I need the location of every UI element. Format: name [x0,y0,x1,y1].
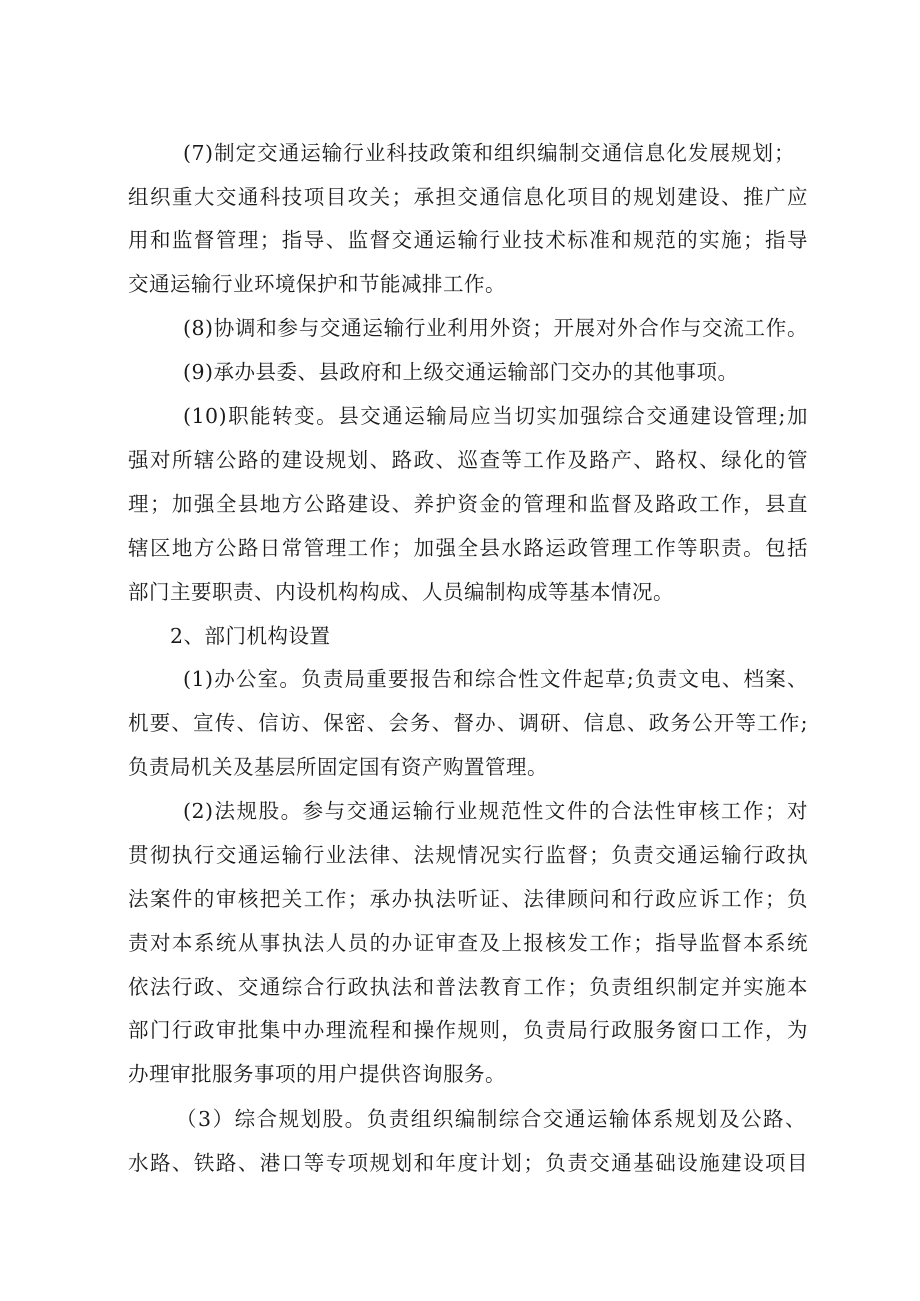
text-line: 用和监督管理；指导、监督交通运输行业技术标准和规范的实施；指导 [128,228,808,252]
text-line: (7)制定交通运输行业科技政策和组织编制交通信息化发展规划； [183,141,795,165]
text-line: 法案件的审核把关工作；承办执法听证、法律顾问和行政应诉工作；负 [128,887,808,911]
text-line: 交通运输行业环境保护和节能减排工作。 [128,272,506,296]
text-line: 办理审批服务事项的用户提供咨询服务。 [128,1062,506,1086]
text-line: 辖区地方公路日常管理工作；加强全县水路运政管理工作等职责。包括 [128,536,808,560]
text-line: （3）综合规划股。负责组织编制综合交通运输体系规划及公路、 [176,1107,806,1131]
text-line: (9)承办县委、县政府和上级交通运输部门交办的其他事项。 [183,360,739,384]
section-heading: 2、部门机构设置 [170,624,331,648]
text-line: 机要、宣传、信访、保密、会务、督办、调研、信息、政务公开等工作; [128,711,808,735]
text-line: 部门主要职责、内设机构构成、人员编制构成等基本情况。 [128,580,674,604]
text-line: 依法行政、交通综合行政执法和普法教育工作；负责组织制定并实施本 [128,975,808,999]
text-line: 强对所辖公路的建设规划、路政、巡查等工作及路产、路权、绿化的管 [128,448,808,472]
text-line: 理；加强全县地方公路建设、养护资金的管理和监督及路政工作，县直 [128,492,808,516]
text-line: 组织重大交通科技项目攻关；承担交通信息化项目的规划建设、推广应 [128,185,808,209]
text-line: 部门行政审批集中办理流程和操作规则，负责局行政服务窗口工作，为 [128,1018,808,1042]
text-line: 负责局机关及基层所固定国有资产购置管理。 [128,755,548,779]
text-line: (1)办公室。负责局重要报告和综合性文件起草;负责文电、档案、 [183,667,808,691]
text-line: (10)职能转变。县交通运输局应当切实加强综合交通建设管理;加 [183,404,808,428]
text-line: (2)法规股。参与交通运输行业规范性文件的合法性审核工作；对 [183,799,808,823]
text-line: 责对本系统从事执法人员的办证审查及上报核发工作；指导监督本系统 [128,931,808,955]
text-line: (8)协调和参与交通运输行业利用外资；开展对外合作与交流工作。 [183,316,808,340]
text-line: 贯彻执行交通运输行业法律、法规情况实行监督；负责交通运输行政执 [128,843,808,867]
text-line: 水路、铁路、港口等专项规划和年度计划；负责交通基础设施建设项目 [128,1151,808,1175]
